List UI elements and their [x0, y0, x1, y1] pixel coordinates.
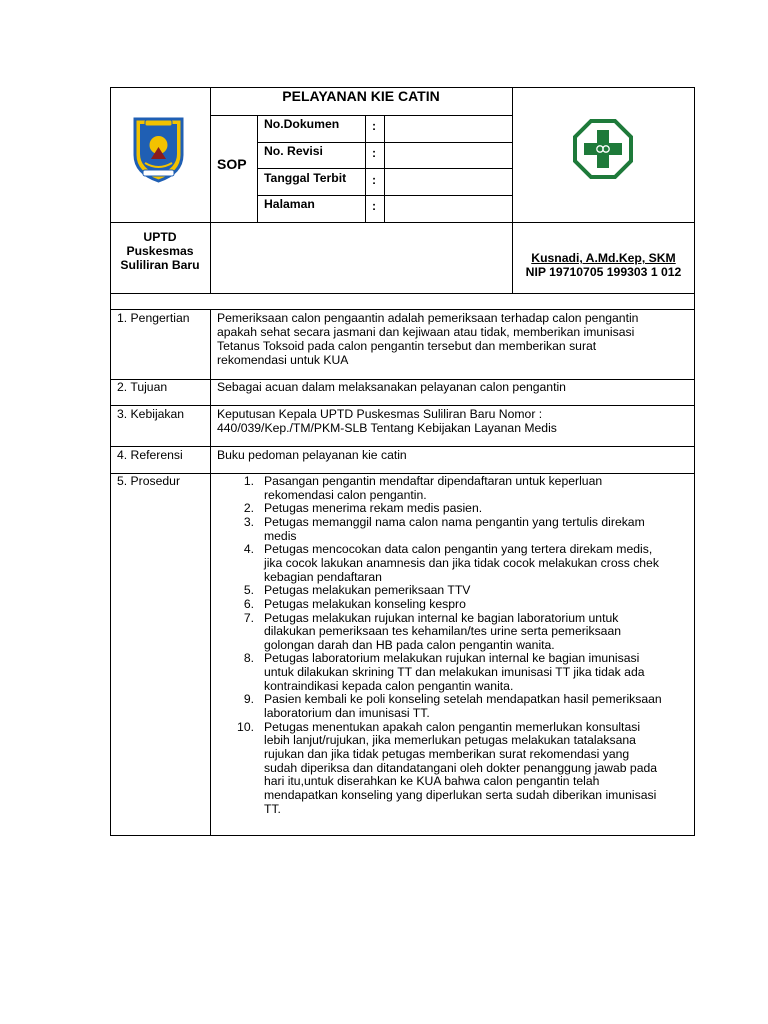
- step-text-line: laboratorium dan imunisasi TT.: [264, 706, 430, 721]
- meta-sep: :: [372, 199, 377, 213]
- step-number: 2.: [243, 501, 254, 516]
- meta-sep: :: [372, 173, 377, 187]
- meta-row-divider: [257, 195, 512, 196]
- step-text-line: jika cocok lakukan anamnesis dan jika tidak cocok melakukan cross chek: [264, 555, 659, 570]
- section-label: 2. Tujuan: [117, 380, 168, 394]
- meta-sep: :: [372, 146, 377, 160]
- meta-label-tanggal-terbit: Tanggal Terbit: [264, 171, 347, 185]
- step-number: 1.: [243, 474, 254, 488]
- meta-label-no-dokumen: No.Dokumen: [264, 117, 340, 131]
- meta-label-no-revisi: No. Revisi: [264, 144, 323, 158]
- meta-row-divider: [257, 168, 512, 169]
- step-number: 8.: [243, 651, 254, 666]
- section-divider: [210, 446, 211, 474]
- title-divider: [210, 115, 512, 116]
- meta-sep: :: [372, 119, 377, 133]
- step-text-line: Pasien kembali ke poli konseling setelah mendapatkan hasil pemeriksaan: [264, 692, 662, 707]
- section-text-line: Buku pedoman pelayanan kie catin: [217, 448, 407, 462]
- step-text-line: sudah diperiksa dan ditandatangani oleh dokter penanggung jawab pada: [264, 760, 658, 775]
- section-text-line: Sebagai acuan dalam melaksanakan pelayanan calon pengantin: [217, 380, 566, 394]
- section-text-line: Tetanus Toksoid pada calon pengantin tersebut dan memberikan surat: [217, 339, 597, 353]
- step-text-line: Petugas memanggil nama calon nama pengantin yang tertulis direkam: [264, 514, 645, 529]
- org-line-2: Puskesmas: [126, 244, 194, 258]
- step-text-line: Petugas melakukan pemeriksaan TTV: [264, 583, 471, 598]
- step-text-line: lebih lanjut/rujukan, jika memerlukan petugas melakukan tatalaksana: [264, 733, 636, 748]
- step-text-line: rujukan dan jika tidak petugas memberikan surat rekomendasi yang: [264, 747, 630, 761]
- section-text-line: rekomendasi untuk KUA: [217, 353, 349, 367]
- step-number: 7.: [243, 610, 254, 625]
- step-text-line: hari itu,untuk diserahkan ke KUA bahwa calon pengantin telah: [264, 774, 600, 789]
- step-number: 4.: [243, 542, 254, 557]
- section-text-line: 440/039/Kep./TM/PKM-SLB Tentang Kebijakan Layanan Medis: [217, 421, 557, 435]
- section-label: 3. Kebijakan: [117, 407, 185, 421]
- step-text-line: TT.: [264, 801, 281, 816]
- puskesmas-logo-icon: [573, 119, 633, 179]
- step-number: 5.: [243, 583, 254, 598]
- step-text-line: mendapatkan konseling yang diperlukan serta sudah diberikan imunisasi: [264, 787, 657, 802]
- step-text-line: Petugas melakukan rujukan internal ke bagian laboratorium untuk: [264, 610, 619, 625]
- step-text-line: golongan darah dan HB pada calon pengantin wanita.: [264, 637, 555, 652]
- spacer-row: [110, 293, 695, 310]
- section-divider: [210, 309, 211, 380]
- step-number: 3.: [243, 514, 254, 529]
- section-text-line: Pemeriksaan calon pengaantin adalah pemeriksaan terhadap calon pengantin: [217, 311, 639, 325]
- document-title: PELAYANAN KIE CATIN: [282, 88, 440, 104]
- step-text-line: medis: [264, 528, 297, 543]
- step-text-line: rekomendasi calon pengantin.: [264, 487, 427, 502]
- section-divider: [210, 379, 211, 406]
- step-text-line: untuk dilakukan skrining TT dan melakukan imunisasi TT jika tidak ada: [264, 665, 645, 680]
- regional-emblem-icon: [131, 115, 186, 183]
- section-divider: [210, 473, 211, 836]
- section-label: 4. Referensi: [117, 448, 183, 462]
- step-text-line: Petugas laboratorium melakukan rujukan internal ke bagian imunisasi: [264, 651, 640, 666]
- step-number: 6.: [243, 596, 254, 611]
- sop-label: SOP: [217, 156, 247, 172]
- meta-label-halaman: Halaman: [264, 197, 315, 211]
- step-number: 9.: [243, 692, 254, 707]
- top-block-divider: [110, 222, 695, 223]
- section-text-line: Keputusan Kepala UPTD Puskesmas Suliliran Baru Nomor :: [217, 407, 543, 421]
- signer-name: Kusnadi, A.Md.Kep, SKM: [531, 251, 676, 265]
- org-line-1: UPTD: [143, 230, 177, 244]
- step-text-line: Petugas menerima rekam medis pasien.: [264, 501, 483, 516]
- section-text-line: apakah sehat secara jasmani dan kejiwaan atau tidak, memberikan imunisasi: [217, 325, 635, 339]
- section-divider: [210, 405, 211, 447]
- section-label: 1. Pengertian: [117, 311, 190, 325]
- org-line-3: Suliliran Baru: [120, 258, 200, 272]
- step-text-line: Petugas melakukan konseling kespro: [264, 596, 466, 611]
- step-text-line: Pasangan pengantin mendaftar dipendaftaran untuk keperluan: [264, 474, 603, 488]
- header-divider-left: [210, 87, 211, 294]
- step-text-line: kontraindikasi kepada calon pengantin wanita.: [264, 678, 514, 693]
- step-text-line: kebagian pendaftaran: [264, 569, 382, 584]
- section-label: 5. Prosedur: [117, 474, 181, 488]
- step-text-line: Petugas mencocokan data calon pengantin yang tertera direkam medis,: [264, 542, 653, 557]
- step-text-line: Petugas menentukan apakah calon pengantin memerlukan konsultasi: [264, 719, 641, 734]
- meta-row-divider: [257, 142, 512, 143]
- step-number: 10.: [237, 719, 254, 734]
- step-text-line: dilakukan pemeriksaan tes kehamilan/tes urine serta pemeriksaan: [264, 624, 622, 639]
- signer-nip: NIP 19710705 199303 1 012: [525, 265, 682, 279]
